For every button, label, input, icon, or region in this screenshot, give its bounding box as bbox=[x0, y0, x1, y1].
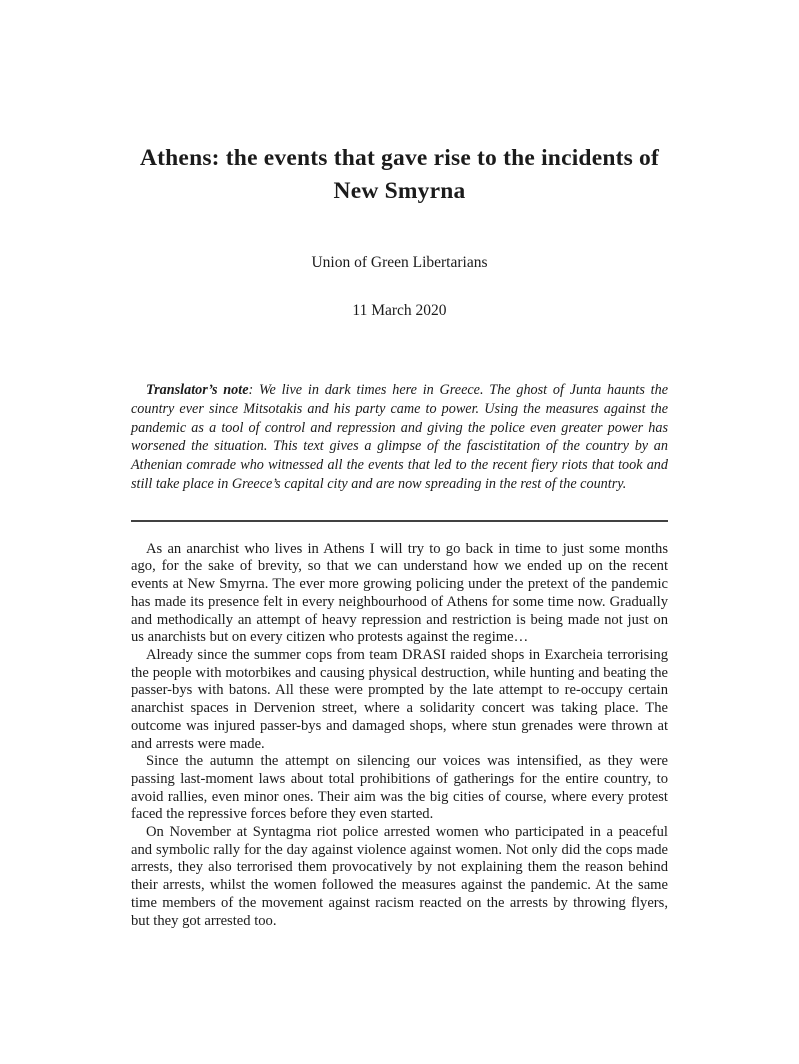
translator-note-label: Translator’s note bbox=[146, 382, 249, 398]
document-title: Athens: the events that gave rise to the incidents of New Smyrna bbox=[139, 145, 660, 204]
body-paragraph: Already since the summer cops from team DRASI raided shops in Exarcheia terrorising the people with motorbikes and causing physical destruction, while hunting and beating the passer-bys with batons. All these were prompted by the late attempt to re-occupy certain anarchist spaces in Dervenion street, where a solidarity concert was taking place. The outcome was injured passer-bys and damaged shops, where stun grenades were thrown at and arrests were made. bbox=[131, 647, 668, 752]
body-paragraph: Since the autumn the attempt on silencing our voices was intensified, as they were passing last-moment laws about total prohibitions of gatherings for the entire country, to avoid rallies, even minor ones. Their aim was the big cities of course, where every protest faced the repressive forces before they even started. bbox=[131, 753, 668, 823]
document-body bbox=[131, 541, 668, 930]
document-content bbox=[131, 0, 668, 930]
body-paragraph: As an anarchist who lives in Athens I will try to go back in time to just some months ago, for the sake of brevity, so that we can understand how we ended up on the recent events at New Smyrna. The ever more growing policing under the pretext of the pandemic has made its presence felt in every neighbourhood of Athens for some time now. Gradually and methodically an attempt of heavy repression and restriction is being made not just on us anarchists but on every citizen who protests against the regime… bbox=[131, 540, 668, 646]
document-author: Union of Green Libertarians bbox=[311, 254, 488, 271]
translator-note bbox=[131, 381, 668, 494]
translator-note-text: : We live in dark times here in Greece. The ghost of Junta haunts the country ever since Mitsotakis and his party came to power. Using the measures against the pandemic as a tool of control and repression and giving the police even greater power has worsened the situation. This text gives a glimpse of the fascistitation of the country by an Athenian comrade who witnessed all the events that led to the recent fiery riots that took and still take place in Greece’s capital city and are now spreading in the rest of the country. bbox=[131, 382, 669, 492]
document-date: 11 March 2020 bbox=[352, 302, 447, 319]
section-divider bbox=[131, 520, 668, 522]
body-paragraph: On November at Syntagma riot police arrested women who participated in a peaceful and symbolic rally for the day against violence against women. Not only did the cops made arrests, they also terrorised them provocatively by not explaining them the reason behind their arrests, whilst the women followed the measures against the pandemic. At the same time members of the movement against racism reacted on the arrests by throwing flyers, but they got arrested too. bbox=[131, 824, 668, 929]
